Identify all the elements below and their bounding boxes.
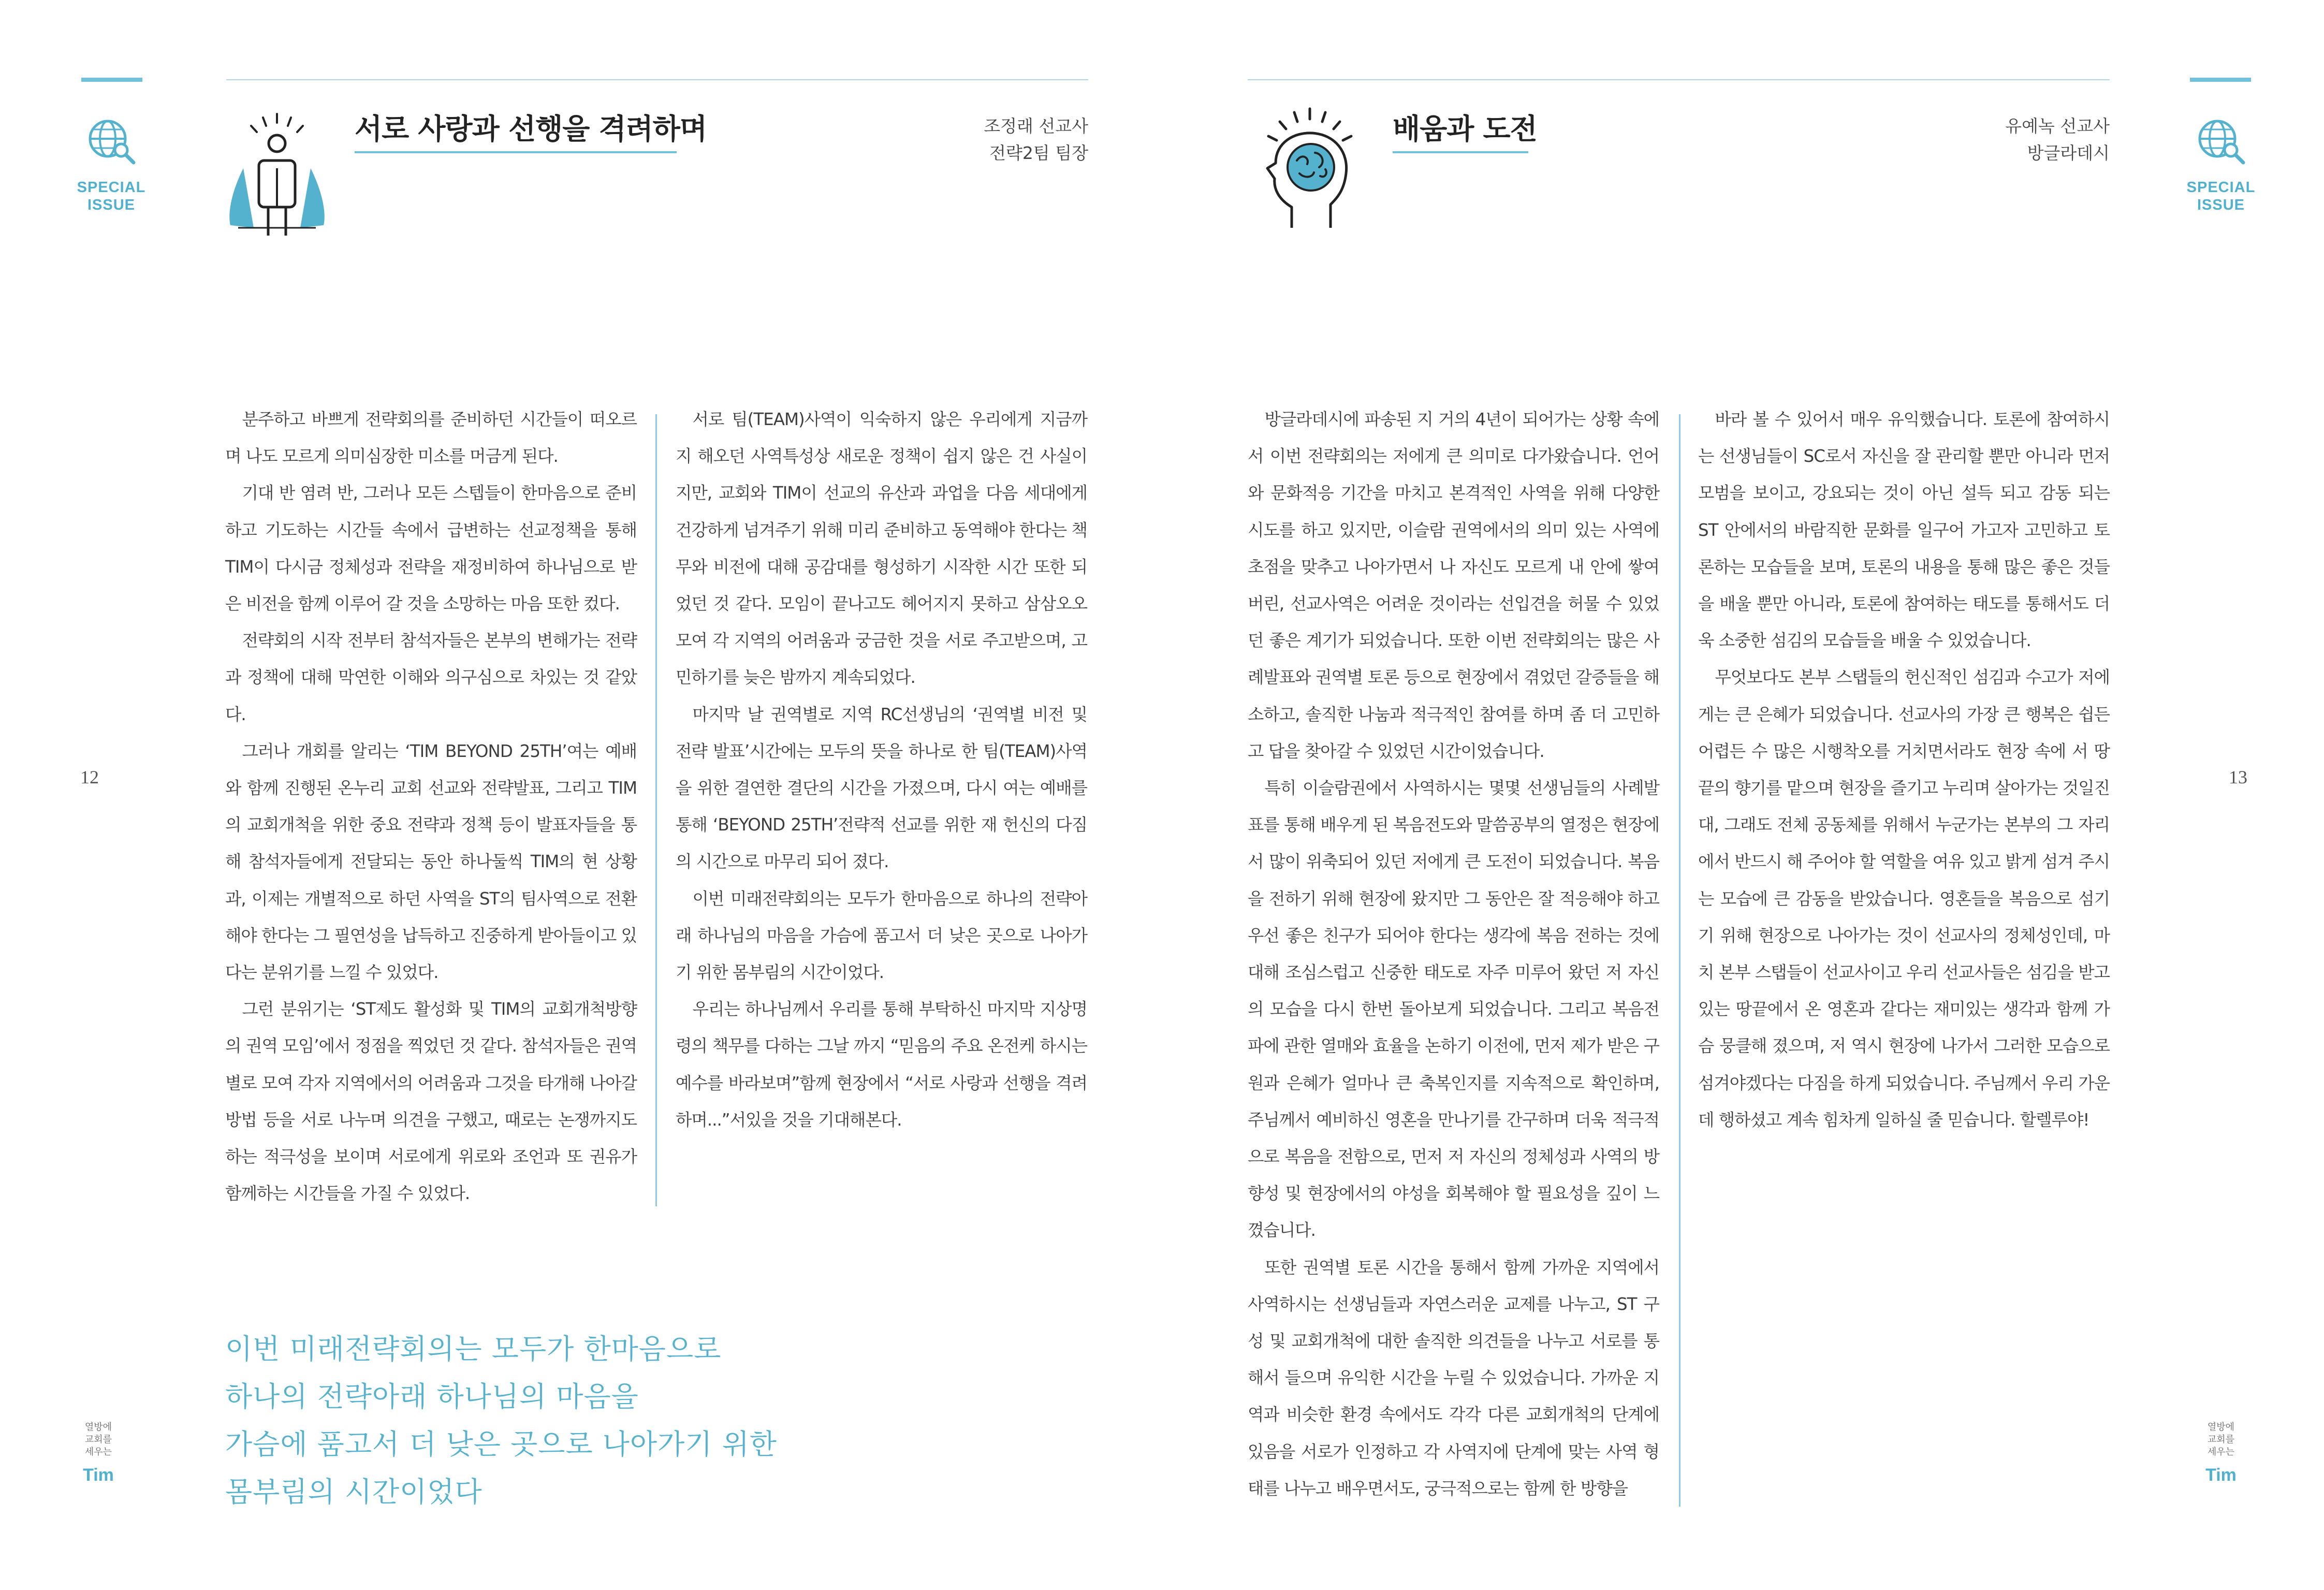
page-number-left: 12 [80,767,99,787]
right-author-name: 유예녹 선교사 [2005,116,2110,136]
paragraph: 방글라데시에 파송된 지 거의 4년이 되어가는 상황 속에서 이번 전략회의는 저에게 큰 의미로 다가왔습니다. 언어와 문화적응 기간을 마치고 본격적인 사역을 위해 다양한 시도를 하고 있지만, 이슬람 권역에서의 의미 있는 사역에 초점을 맞추고 나아가면서 나 자신도 모르게 내 안에 쌓여버린, 선교사역은 어려운 것이라는 선입견을 허물 수 있었던 좋은 계기가 되었습니다. 또한 이번 전략회의는 많은 사례발표와 권역별 토론 등으로 현장에서 겪었던 갈증들을 해소하고, 솔직한 나눔과 적극적인 참여를 하며 좀 더 고민하고 답을 찾아갈 수 있었던 시간이었습니다. [1248,410,1659,761]
right-accent-bar [2190,78,2251,82]
right-author-role: 방글라데시 [2027,143,2110,163]
left-accent-bar [81,78,142,82]
pull-quote [225,1325,795,1516]
paragraph: 우리는 하나님께서 우리를 통해 부탁하신 마지막 지상명령의 책무를 다하는 그날 까지 “믿음의 주요 온전케 하시는 예수를 바라보며”함께 현장에서 “서로 사랑과 선행을 격려하며...”서있을 것을 기대해본다. [676,999,1087,1130]
special-issue-label: SPECIAL ISSUE [77,179,146,213]
left-article-title: 서로 사랑과 선행을 격려하며 [355,112,707,145]
right-article-title: 배움과 도전 [1393,112,1537,145]
praying-person-icon [223,111,331,236]
left-article-column-2 [676,401,1087,1139]
paragraph: 또한 권역별 토론 시간을 통해서 함께 가까운 지역에서 사역하시는 선생님들과 자연스러운 교제를 나누고, ST 구성 및 교회개척에 대한 솔직한 의견들을 나누고 서로를 통해서 들으며 유익한 시간을 누릴 수 있었습니다. 가까운 지역과 비슷한 환경 속에서도 각각 다른 교회개척의 단계에 있음을 서로가 인정하고 각 사역지에 단계에 맞는 사역 형태를 나누고 배우면서도, 궁극적으로는 함께 한 방향을 [1248,1257,1659,1498]
paragraph: 전략회의 시작 전부터 참석자들은 본부의 변해가는 전략과 정책에 대해 막연한 이해와 의구심으로 차있는 것 같았다. [225,631,637,724]
tim-logo-right: Tim [2205,1465,2237,1485]
left-article-column-1 [225,401,637,1212]
paragraph: 무엇보다도 본부 스탭들의 헌신적인 섬김과 수고가 저에게는 큰 은혜가 되었습니다. 선교사의 가장 큰 행복은 쉽든 어렵든 수 많은 시행착오를 거치면서라도 현장 속에 서 땅끝의 향기를 맡으며 현장을 즐기고 누리며 살아가는 것일진대, 그래도 전체 공동체를 위해서 누군가는 본부의 그 자리에서 반드시 해 주어야 할 역할을 여유 있고 밝게 섬겨 주시는 모습에 큰 감동을 받았습니다. 영혼들을 복음으로 섬기기 위해 현장으로 나아가는 것이 선교사의 정체성인데, 마치 본부 스탭들이 선교사이고 우리 선교사들은 섬김을 받고 있는 땅끝에서 온 영혼과 같다는 재미있는 생각과 함께 가슴 뭉클해 졌으며, 저 역시 현장에 나가서 그러한 모습으로 섬겨야겠다는 다짐을 하게 되었습니다. 주님께서 우리 가운데 행하셨고 계속 힘차게 일하실 줄 믿습니다. 할렐루야! [1698,667,2110,1130]
right-header-rule [1248,79,2110,80]
left-author-role: 전략2팀 팀장 [989,143,1088,163]
head-brain-icon [1253,106,1367,236]
special-issue-label: SPECIAL ISSUE [2186,179,2256,213]
globe-search-icon [2193,114,2249,166]
pull-quote-line: 하나의 전략아래 하나님의 마음을 [225,1380,639,1413]
paragraph: 그러나 개회를 알리는 ‘TIM BEYOND 25TH’여는 예배와 함께 진행된 온누리 교회 선교와 전략발표, 그리고 TIM의 교회개척을 위한 중요 전략과 정책 등이 발표자들을 통해 참석자들에게 전달되는 동안 하나둘씩 TIM의 현 상황과, 이제는 개별적으로 하던 사역을 ST의 팀사역으로 전환해야 한다는 그 필연성을 납득하고 진중하게 받아들이고 있다는 분위기를 느낄 수 있었다. [225,741,637,983]
left-header-rule [226,79,1088,80]
page-number-right: 13 [2229,767,2247,787]
paragraph: 바라 볼 수 있어서 매우 유익했습니다. 토론에 참여하시는 선생님들이 SC로서 자신을 잘 관리할 뿐만 아니라 먼저 모범을 보이고, 강요되는 것이 아닌 설득 되고 감동 되는 ST 안에서의 바람직한 문화를 일구어 가고자 고민하고 토론하는 모습들을 보며, 토론의 내용을 통해 많은 좋은 것들을 배울 뿐만 아니라, 토론에 참여하는 태도를 통해서도 더욱 소중한 섬김의 모습들을 배울 수 있었습니다. [1698,410,2110,651]
pull-quote-line: 이번 미래전략회의는 모두가 한마음으로 [225,1333,722,1365]
left-author-name: 조정래 선교사 [984,116,1088,136]
right-article-column-1 [1248,401,1659,1507]
paragraph: 특히 이슬람권에서 사역하시는 몇몇 선생님들의 사례발표를 통해 배우게 된 복음전도와 말씀공부의 열정은 현장에서 많이 위축되어 있던 저에게 큰 도전이 되었습니다. 복음을 전하기 위해 현장에 왔지만 그 동안은 잘 적응해야 하고 우선 좋은 친구가 되어야 한다는 생각에 복음 전하는 것에 대해 조심스럽고 신중한 태도로 자주 미루어 왔던 저 자신의 모습을 다시 한번 돌아보게 되었습니다. 그리고 복음전파에 관한 열매와 효율을 논하기 이전에, 먼저 제가 받은 구원과 은혜가 얼마나 큰 축복인지를 지속적으로 확인하며, 주님께서 예비하신 영혼을 만나기를 간구하며 더욱 적극적으로 복음을 전함으로, 먼저 저 자신의 정체성과 사역의 방향성 및 현장에서의 야성을 회복해야 할 필요성을 깊이 느꼈습니다. [1248,778,1659,1241]
tim-logo-left: Tim [83,1465,114,1485]
right-article-column-2 [1698,401,2110,1139]
pull-quote-line: 몸부림의 시간이었다 [225,1476,483,1508]
globe-search-icon [83,114,140,166]
footer-tagline-left: 열방에 교회를 세우는 [84,1422,112,1457]
left-column-divider [655,414,657,1206]
paragraph: 기대 반 염려 반, 그러나 모든 스텝들이 한마음으로 준비하고 기도하는 시간들 속에서 급변하는 선교정책을 통해 TIM이 다시금 정체성과 전략을 재정비하여 하나님으로 받은 비전을 함께 이루어 갈 것을 소망하는 마음 또한 컸다. [225,483,637,614]
paragraph: 서로 팀(TEAM)사역이 익숙하지 않은 우리에게 지금까지 해오던 사역특성상 새로운 정책이 쉽지 않은 건 사실이지만, 교회와 TIM이 선교의 유산과 과업을 다음 세대에게 건강하게 넘겨주기 위해 미리 준비하고 동역해야 한다는 책무와 비전에 대해 공감대를 형성하기 시작한 시간 또한 되었던 것 같다. 모임이 끝나고도 헤어지지 못하고 삼삼오오 모여 각 지역의 어려움과 궁금한 것을 서로 주고받으며, 고민하기를 늦은 밤까지 계속되었다. [676,410,1087,688]
paragraph: 마지막 날 권역별로 지역 RC선생님의 ‘권역별 비전 및 전략 발표’시간에는 모두의 뜻을 하나로 한 팀(TEAM)사역을 위한 결연한 결단의 시간을 가졌으며, 다시 여는 예배를 통해 ‘BEYOND 25TH’전략적 선교를 위한 재 헌신의 다짐의 시간으로 마무리 되어 졌다. [676,704,1087,872]
left-author [829,113,1088,167]
left-title-underline [355,151,677,153]
footer-tagline-right: 열방에 교회를 세우는 [2207,1422,2235,1457]
paragraph: 이번 미래전략회의는 모두가 한마음으로 하나의 전략아래 하나님의 마음을 가슴에 품고서 더 낮은 곳으로 나아가기 위한 몸부림의 시간이었다. [676,888,1087,983]
pull-quote-line: 가슴에 품고서 더 낮은 곳으로 나아가기 위한 [225,1428,777,1461]
paragraph: 그런 분위기는 ‘ST제도 활성화 및 TIM의 교회개척방향의 권역 모임’에서 정점을 찍었던 것 같다. 참석자들은 권역별로 모여 각자 지역에서의 어려움과 그것을 타개해 나아갈 방법 등을 서로 나누며 의견을 구했고, 때로는 논쟁까지도 하는 적극성을 보이며 서로에게 위로와 조언과 또 권유가 함께하는 시간들을 가질 수 있었다. [225,999,637,1204]
paragraph: 분주하고 바쁘게 전략회의를 준비하던 시간들이 떠오르며 나도 모르게 의미심장한 미소를 머금게 된다. [225,410,637,466]
right-author [1851,113,2110,167]
right-title-underline [1393,151,1528,153]
right-column-divider [1679,414,1680,1507]
